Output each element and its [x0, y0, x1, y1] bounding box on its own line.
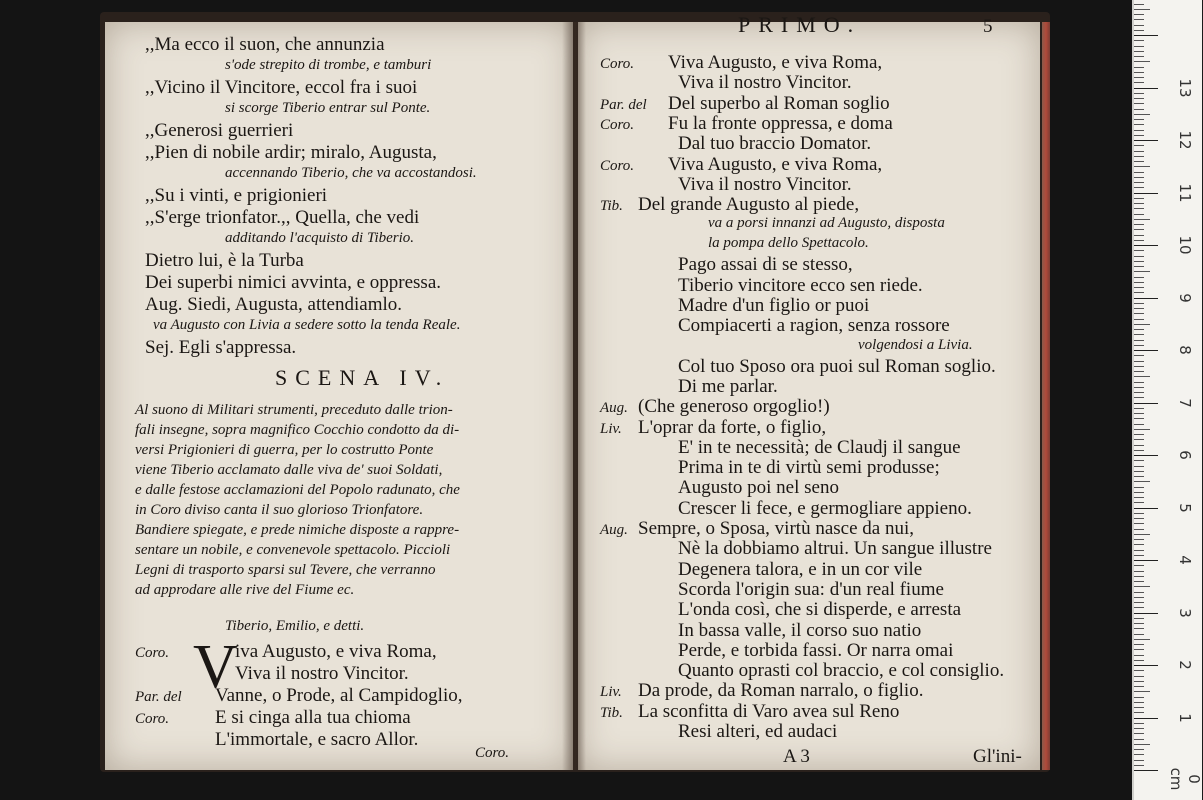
- ruler-tick: [1134, 466, 1144, 467]
- ruler-tick: [1134, 555, 1144, 556]
- ruler-tick: [1134, 30, 1144, 31]
- verse-line: Compiacerti a ragion, senza rossore: [678, 315, 950, 337]
- verse-line: Nè la dobbiamo altrui. Un sangue illustre: [678, 538, 992, 560]
- ruler-tick: [1134, 403, 1158, 404]
- ruler-tick: [1134, 334, 1144, 335]
- ruler-tick: [1134, 376, 1150, 377]
- ruler-tick: [1134, 460, 1144, 461]
- ruler-tick: [1134, 329, 1144, 330]
- ruler-tick: [1134, 628, 1144, 629]
- speaker-label: Par. del: [135, 689, 182, 705]
- ruler-tick: [1134, 739, 1144, 740]
- ruler-tick: [1134, 502, 1144, 503]
- ruler-tick: [1134, 413, 1144, 414]
- ruler-tick: [1134, 707, 1144, 708]
- stage-direction-line: fali insegne, sopra magnifico Cocchio condotto da di-: [135, 422, 460, 438]
- ruler-tick: [1134, 565, 1144, 566]
- stage-direction-line: la pompa dello Spettacolo.: [708, 235, 869, 252]
- speaker-label: Liv.: [600, 684, 622, 701]
- stage-direction-line: ad approdare alle rive del Fiume ec.: [135, 582, 355, 598]
- verse-line: Da prode, da Roman narralo, o figlio.: [638, 680, 924, 702]
- speaker-label: Coro.: [600, 157, 635, 174]
- speaker-label: Coro.: [135, 711, 170, 727]
- ruler-tick: [1134, 492, 1144, 493]
- ruler-tick: [1134, 292, 1144, 293]
- verse-line: Tiberio vincitore ecco sen riede.: [678, 274, 923, 296]
- page-number: 5: [983, 16, 993, 37]
- ruler-tick: [1134, 340, 1144, 341]
- ruler-tick: [1134, 124, 1144, 125]
- ruler-tick: [1134, 623, 1144, 624]
- ruler-tick: [1134, 172, 1144, 173]
- ruler-label: 10: [1176, 235, 1194, 255]
- ruler-tick: [1134, 592, 1144, 593]
- ruler-label: 3: [1176, 607, 1194, 618]
- ruler-tick: [1134, 40, 1144, 41]
- verse-line: Viva il nostro Vincitor.: [678, 72, 852, 94]
- ruler-tick: [1134, 98, 1144, 99]
- ruler-tick: [1134, 345, 1144, 346]
- ruler-tick: [1134, 445, 1144, 446]
- ruler-tick: [1134, 256, 1144, 257]
- ruler-tick: [1134, 749, 1144, 750]
- ruler-tick: [1134, 156, 1144, 157]
- signature-mark: A 3: [783, 746, 810, 767]
- ruler-tick: [1134, 103, 1144, 104]
- ruler-label: 2: [1176, 660, 1194, 670]
- verse-line: Sempre, o Sposa, virtù nasce da nui,: [638, 518, 914, 539]
- ruler-tick: [1134, 114, 1150, 115]
- ruler-label: 1: [1176, 712, 1194, 723]
- ruler-tick: [1134, 523, 1144, 524]
- stage-direction-line: Bandiere spiegate, e prede nimiche disposte a rappre-: [135, 522, 460, 538]
- ruler-tick: [1134, 61, 1150, 62]
- ruler-tick: [1134, 366, 1144, 367]
- ruler-label: 0 cm: [1167, 767, 1203, 791]
- ruler-tick: [1134, 539, 1144, 540]
- ruler-tick: [1134, 371, 1144, 372]
- stage-direction-line: s'ode strepito di trombe, e tamburi: [225, 57, 432, 73]
- ruler-tick: [1134, 634, 1144, 635]
- ruler-tick: [1134, 82, 1144, 83]
- ruler-tick: [1134, 754, 1144, 755]
- verse-line: Col tuo Sposo ora puoi sul Roman soglio.: [678, 355, 996, 377]
- ruler-tick: [1134, 229, 1144, 230]
- verse-line: E' in te necessità; de Claudj il sangue: [678, 436, 961, 458]
- ruler-tick: [1134, 166, 1150, 167]
- ruler-tick: [1134, 439, 1144, 440]
- ruler-label: 6: [1176, 450, 1194, 460]
- ruler-tick: [1134, 224, 1144, 225]
- ruler-tick: [1134, 151, 1144, 152]
- speaker-label: Coro.: [600, 116, 635, 133]
- ruler-tick: [1134, 9, 1150, 10]
- ruler-tick: [1134, 324, 1150, 325]
- ruler-tick: [1134, 676, 1144, 677]
- ruler-tick: [1134, 487, 1144, 488]
- catchword: Gl'ini-: [973, 746, 1022, 767]
- ruler-tick: [1134, 770, 1158, 771]
- verse-line: E si cinga alla tua chioma: [215, 707, 411, 728]
- verse-line: Crescer li fece, e germogliare appieno.: [678, 497, 972, 519]
- ruler-tick: [1134, 434, 1144, 435]
- stage-direction-line: accennando Tiberio, che va accostandosi.: [225, 165, 477, 181]
- red-page-edge: [1042, 22, 1050, 770]
- verse-line: Viva Augusto, e viva Roma,: [668, 153, 883, 175]
- verse-line: L'oprar da forte, o figlio,: [638, 416, 827, 438]
- ruler-tick: [1134, 313, 1144, 314]
- open-book: [100, 12, 1050, 772]
- ruler-tick: [1134, 303, 1144, 304]
- verse-line: Del grande Augusto al piede,: [638, 194, 860, 216]
- ruler-tick: [1134, 319, 1144, 320]
- ruler-tick: [1134, 424, 1144, 425]
- speaker-label: Coro.: [135, 645, 170, 661]
- ruler-tick: [1134, 408, 1144, 409]
- ruler-tick: [1134, 119, 1144, 120]
- ruler-tick: [1134, 712, 1144, 713]
- ruler-tick: [1134, 298, 1158, 299]
- ruler-tick: [1134, 77, 1144, 78]
- verse-line: Resi alteri, ed audaci: [678, 721, 838, 742]
- ruler-tick: [1134, 46, 1144, 47]
- speaker-label: Tib.: [600, 198, 623, 215]
- ruler-tick: [1134, 387, 1144, 388]
- ruler-tick: [1134, 718, 1158, 719]
- verse-line: ,,Ma ecco il suon, che annunzia: [145, 34, 385, 55]
- verse-line: Viva il nostro Vincitor.: [678, 173, 852, 195]
- ruler-tick: [1134, 287, 1144, 288]
- verse-line: Pago assai di se stesso,: [678, 254, 853, 276]
- drop-capital: V: [193, 633, 238, 701]
- verse-line: L'onda così, che si disperde, e arresta: [678, 599, 962, 621]
- ruler-tick: [1134, 665, 1158, 666]
- ruler-tick: [1134, 723, 1144, 724]
- ruler-tick: [1134, 72, 1144, 73]
- ruler-tick: [1134, 271, 1150, 272]
- ruler-tick: [1134, 429, 1150, 430]
- verse-line: In bassa valle, il corso suo natio: [678, 619, 922, 641]
- ruler-tick: [1134, 607, 1144, 608]
- speaker-label: Tib.: [600, 704, 623, 721]
- ruler-tick: [1134, 571, 1144, 572]
- ruler-tick: [1134, 140, 1158, 141]
- measuring-ruler: [1132, 0, 1202, 800]
- ruler-tick: [1134, 597, 1144, 598]
- ruler-tick: [1134, 508, 1158, 509]
- ruler-tick: [1134, 51, 1144, 52]
- ruler-tick: [1134, 576, 1144, 577]
- ruler-tick: [1134, 308, 1144, 309]
- verse-line: Quanto oprasti col braccio, e col consiglio.: [678, 660, 1005, 682]
- ruler-tick: [1134, 14, 1144, 15]
- verse-line: Scorda l'origin sua: d'un real fiume: [678, 578, 944, 600]
- verse-line: Dietro lui, è la Turba: [145, 250, 304, 271]
- ruler-tick: [1134, 476, 1144, 477]
- verse-line: Aug. Siedi, Augusta, attendiamlo.: [145, 294, 403, 315]
- ruler-tick: [1134, 350, 1158, 351]
- ruler-tick: [1134, 397, 1144, 398]
- ruler-tick: [1134, 235, 1144, 236]
- left-page: [105, 22, 573, 770]
- ruler-tick: [1134, 481, 1150, 482]
- verse-line: Madre d'un figlio or puoi: [678, 295, 870, 316]
- ruler-tick: [1134, 219, 1150, 220]
- stage-direction-line: Al suono di Militari strumenti, preceduto dalle trion-: [135, 402, 453, 418]
- ruler-label: 13: [1176, 77, 1194, 98]
- ruler-tick: [1134, 697, 1144, 698]
- ruler-tick: [1134, 25, 1144, 26]
- ruler-tick: [1134, 455, 1158, 456]
- ruler-tick: [1134, 266, 1144, 267]
- ruler-label: 8: [1176, 345, 1194, 355]
- ruler-tick: [1134, 618, 1144, 619]
- ruler-tick: [1134, 544, 1144, 545]
- ruler-label: 9: [1176, 292, 1194, 303]
- verse-line: ,,Su i vinti, e prigionieri: [145, 185, 328, 206]
- stage-direction-line: e dalle festose acclamazioni del Popolo radunato, che: [135, 482, 460, 498]
- ruler-tick: [1134, 198, 1144, 199]
- verse-line: Perde, e torbida fassi. Or narra omai: [678, 639, 954, 661]
- ruler-tick: [1134, 744, 1150, 745]
- verse-line: ,,Generosi guerrieri: [145, 120, 294, 141]
- ruler-tick: [1134, 691, 1150, 692]
- ruler-tick: [1134, 177, 1144, 178]
- ruler-tick: [1134, 602, 1144, 603]
- speaker-label: Liv.: [600, 420, 622, 437]
- ruler-tick: [1134, 670, 1144, 671]
- ruler-tick: [1134, 4, 1144, 5]
- ruler-tick: [1134, 392, 1144, 393]
- ruler-label: 5: [1176, 502, 1194, 513]
- ruler-tick: [1134, 733, 1144, 734]
- right-page: [578, 12, 1040, 770]
- ruler-tick: [1134, 35, 1158, 36]
- ruler-label: 7: [1176, 397, 1194, 408]
- speaker-label: Par. del: [600, 96, 647, 113]
- verse-line: Fu la fronte oppressa, e doma: [668, 112, 893, 134]
- stage-direction-line: si scorge Tiberio entrar sul Ponte.: [225, 100, 431, 116]
- ruler-tick: [1134, 728, 1144, 729]
- characters-line: Tiberio, Emilio, e detti.: [225, 618, 365, 634]
- verse-line: L'immortale, e sacro Allor.: [215, 729, 419, 750]
- ruler-tick: [1134, 109, 1144, 110]
- ruler-tick: [1134, 760, 1144, 761]
- ruler-tick: [1134, 145, 1144, 146]
- ruler-tick: [1134, 214, 1144, 215]
- ruler-tick: [1134, 93, 1144, 94]
- verse-line: Sej. Egli s'appressa.: [145, 337, 297, 358]
- verse-line: Del superbo al Roman soglio: [668, 92, 890, 114]
- ruler-label: 11: [1176, 182, 1194, 203]
- verse-line: ,,S'erge trionfator.,, Quella, che vedi: [145, 207, 420, 228]
- verse-line: (Che generoso orgoglio!): [638, 396, 830, 418]
- ruler-tick: [1134, 471, 1144, 472]
- ruler-tick: [1134, 450, 1144, 451]
- ruler-tick: [1134, 361, 1144, 362]
- verse-line: Dal tuo braccio Domator.: [678, 133, 872, 155]
- verse-line: La sconfitta di Varo avea sul Reno: [638, 700, 900, 722]
- stage-direction-line: Legni di trasporto sparsi sul Tevere, che verranno: [135, 562, 436, 578]
- ruler-tick: [1134, 250, 1144, 251]
- stage-direction-line: volgendosi a Livia.: [858, 336, 973, 353]
- ruler-tick: [1134, 660, 1144, 661]
- verse-line: Viva Augusto, e viva Roma,: [668, 52, 883, 73]
- ruler-tick: [1134, 686, 1144, 687]
- verse-line: Prima in te di virtù semi produsse;: [678, 457, 940, 479]
- ruler-tick: [1134, 161, 1144, 162]
- ruler-tick: [1134, 193, 1158, 194]
- ruler-tick: [1134, 649, 1144, 650]
- speaker-label: Coro.: [600, 56, 635, 72]
- ruler-label: 4: [1176, 555, 1194, 565]
- stage-direction-line: additando l'acquisto di Tiberio.: [225, 230, 415, 246]
- speaker-label: Aug.: [600, 522, 628, 538]
- ruler-tick: [1134, 550, 1144, 551]
- ruler-tick: [1134, 765, 1144, 766]
- ruler-label: 12: [1176, 130, 1194, 150]
- ruler-tick: [1134, 208, 1144, 209]
- ruler-tick: [1134, 513, 1144, 514]
- ruler-tick: [1134, 518, 1144, 519]
- ruler-tick: [1134, 187, 1144, 188]
- stage-direction-line: va Augusto con Livia a sedere sotto la tenda Reale.: [153, 317, 461, 333]
- ruler-tick: [1134, 182, 1144, 183]
- ruler-tick: [1134, 529, 1144, 530]
- ruler-tick: [1134, 56, 1144, 57]
- ruler-tick: [1134, 19, 1144, 20]
- ruler-tick: [1134, 261, 1144, 262]
- verse-line: ,,Pien di nobile ardir; miralo, Augusta,: [145, 142, 437, 163]
- ruler-tick: [1134, 560, 1158, 561]
- ruler-tick: [1134, 130, 1144, 131]
- ruler-tick: [1134, 644, 1144, 645]
- ruler-tick: [1134, 534, 1150, 535]
- ruler-tick: [1134, 88, 1158, 89]
- ruler-tick: [1134, 581, 1144, 582]
- stage-direction-line: sentare un nobile, e convenevole spettacolo. Piccioli: [135, 542, 451, 558]
- ruler-tick: [1134, 203, 1144, 204]
- stage-direction-line: in Coro diviso canta il suo glorioso Trionfatore.: [135, 502, 424, 518]
- ruler-tick: [1134, 702, 1144, 703]
- ruler-tick: [1134, 586, 1150, 587]
- scene-heading: SCENA IV.: [275, 365, 450, 390]
- verse-line: Viva il nostro Vincitor.: [235, 663, 409, 684]
- ruler-tick: [1134, 382, 1144, 383]
- ruler-tick: [1134, 245, 1158, 246]
- verse-line: iva Augusto, e viva Roma,: [235, 641, 437, 662]
- running-head: PRIMO.: [738, 12, 862, 37]
- verse-line: Degenera talora, e in un cor vile: [678, 558, 923, 580]
- ruler-tick: [1134, 497, 1144, 498]
- speaker-label: Aug.: [600, 400, 628, 417]
- ruler-tick: [1134, 240, 1144, 241]
- verse-line: ,,Vicino il Vincitore, eccol fra i suoi: [145, 77, 418, 98]
- ruler-tick: [1134, 655, 1144, 656]
- catchword: Coro.: [475, 745, 510, 761]
- ruler-tick: [1134, 681, 1144, 682]
- ruler-tick: [1134, 418, 1144, 419]
- ruler-tick: [1134, 67, 1144, 68]
- verse-line: Vanne, o Prode, al Campidoglio,: [215, 685, 463, 706]
- ruler-tick: [1134, 135, 1144, 136]
- stage-direction-line: versi Prigionieri di guerra, per lo costrutto Ponte: [135, 442, 434, 458]
- verse-line: Dei superbi nimici avvinta, e oppressa.: [145, 272, 442, 293]
- ruler-tick: [1134, 282, 1144, 283]
- ruler-tick: [1134, 277, 1144, 278]
- verse-line: Di me parlar.: [678, 375, 778, 397]
- verse-line: Augusto poi nel seno: [678, 477, 839, 499]
- stage-direction-line: va a porsi innanzi ad Augusto, disposta: [708, 215, 945, 232]
- ruler-tick: [1134, 613, 1158, 614]
- ruler-tick: [1134, 355, 1144, 356]
- ruler-tick: [1134, 639, 1150, 640]
- stage-direction-line: viene Tiberio acclamato dalle viva de' suoi Soldati,: [135, 462, 443, 478]
